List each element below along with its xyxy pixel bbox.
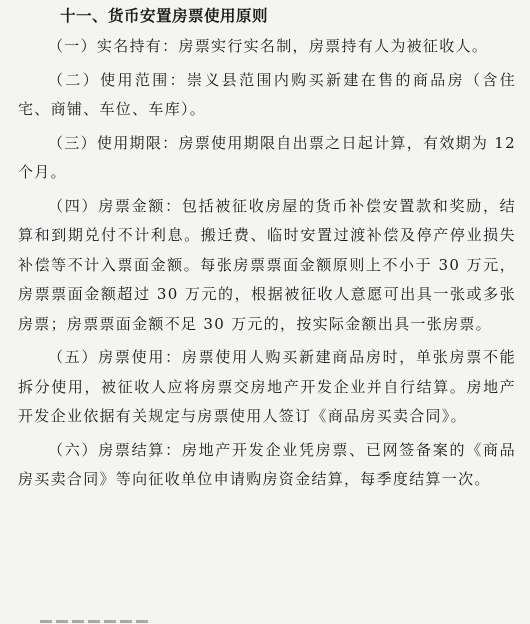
paragraph-title: 实名持有：	[96, 37, 179, 55]
paragraph-label: （四）	[48, 196, 99, 215]
paragraph-label: （五）	[48, 348, 99, 366]
cut-off-text-fragment	[40, 620, 150, 623]
paragraph-text: 房票使用期限自出票之日起计算，有效期为 12 个月。	[18, 133, 516, 181]
paragraph-label: （一）	[48, 37, 97, 55]
paragraph-label: （三）	[48, 133, 97, 152]
paragraph-text: 崇义县范围内购买新建在售的商品房（含住宅、商铺、车位、车库）。	[18, 70, 516, 118]
paragraph-title: 使用期限：	[96, 133, 179, 152]
paragraph-label: （六）	[48, 440, 99, 459]
paragraph-text: 包括被征收房屋的货币补偿安置款和奖励，结算和到期兑付不计利息。搬迁费、临时安置过渡补偿及停产停业损失补偿等不计入票面金额。每张房票票面金额原则上不小于 30 万元，房票票面金额超过 30 万元的，根据被征收人意愿可出具一张或多张房票；房票票面金额不足 30 万元的，按实际金额出具一张房票。	[18, 196, 516, 333]
paragraph-scope	[18, 66, 516, 125]
paragraph-text: 房票使用人购买新建商品房时，单张房票不能拆分使用，被征收人应将房票交房地产开发企业并自行结算。房地产开发企业依据有关规定与房票使用人签订《商品房买卖合同》。	[18, 348, 516, 425]
paragraph-settlement	[18, 436, 516, 495]
cut-off-next-line	[40, 616, 150, 624]
paragraph-title: 房票金额：	[98, 196, 182, 215]
paragraph-title: 房票使用：	[98, 348, 182, 366]
paragraph-text: 房地产开发企业凭房票、已网签备案的《商品房买卖合同》等向征收单位申请购房资金结算，每季度结算一次。	[18, 440, 516, 488]
paragraph-usage	[18, 343, 516, 432]
paragraph-real-name	[18, 32, 516, 62]
paragraph-label: （二）	[48, 70, 101, 89]
paragraph-amount	[18, 192, 516, 340]
paragraph-title: 房票结算：	[98, 440, 182, 459]
section-heading: 十一、货币安置房票使用原则	[60, 7, 269, 25]
paragraph-period	[18, 129, 516, 188]
paragraph-title: 使用范围：	[100, 70, 187, 89]
paragraph-text: 房票实行实名制，房票持有人为被征收人。	[178, 37, 489, 55]
